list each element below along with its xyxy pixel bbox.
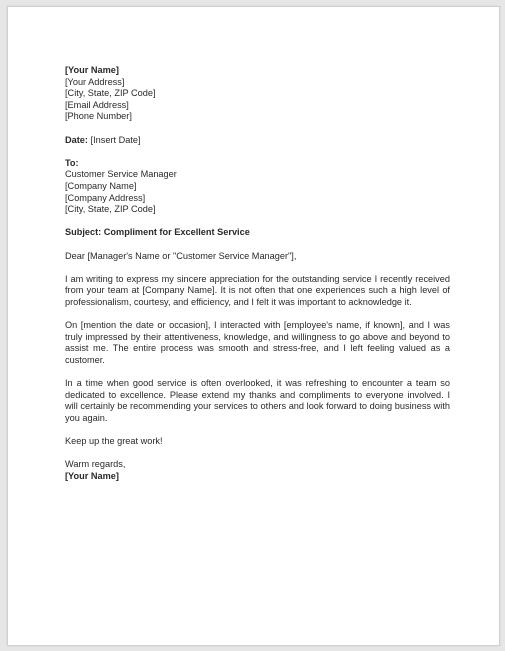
closing-note: Keep up the great work! xyxy=(65,436,163,446)
letter-body xyxy=(65,65,450,482)
date-label: Date: xyxy=(65,134,88,145)
sender-phone: [Phone Number] xyxy=(65,111,132,122)
sender-address: [Your Address] xyxy=(65,76,125,87)
sender-name: [Your Name] xyxy=(65,65,119,75)
paragraph-interaction: On [mention the date or occasion], I interacted with [employee's name, if known], and I was truly impressed by their attentiveness, knowledge, and willingness to go above and beyond to assist me. The entire process was smooth and stress-free, and I left feeling valued as a customer. xyxy=(65,320,450,365)
recipient-address: [Company Address] xyxy=(65,192,146,203)
salutation: Dear [Manager's Name or "Customer Service Manager"], xyxy=(65,250,297,261)
subject-line: Subject: Compliment for Excellent Service xyxy=(65,227,250,238)
recipient-title: Customer Service Manager xyxy=(65,169,177,180)
recipient-company: [Company Name] xyxy=(65,180,137,191)
recipient-city: [City, State, ZIP Code] xyxy=(65,204,156,215)
sender-city: [City, State, ZIP Code] xyxy=(65,88,156,99)
date-value: [Insert Date] xyxy=(90,134,141,145)
document-page xyxy=(7,6,500,646)
recipient-label: To: xyxy=(65,157,79,168)
paragraph-recommendation: In a time when good service is often overlooked, it was refreshing to encounter a team so dedicated to excellence. Please extend my thanks and compliments to everyone involved. I will certainly be recommending your services to others and look forward to doing business with you again. xyxy=(65,378,450,423)
sender-email: [Email Address] xyxy=(65,99,129,110)
date-line xyxy=(65,135,450,147)
paragraph-appreciation: I am writing to express my sincere appreciation for the outstanding service I recently received from your team at [Company Name]. It is not often that one experiences such a high level of professionalism, courtesy, and efficiency, and I felt it was important to acknowledge it. xyxy=(65,273,450,307)
signoff: Warm regards, xyxy=(65,459,126,470)
signature: [Your Name] xyxy=(65,470,119,481)
